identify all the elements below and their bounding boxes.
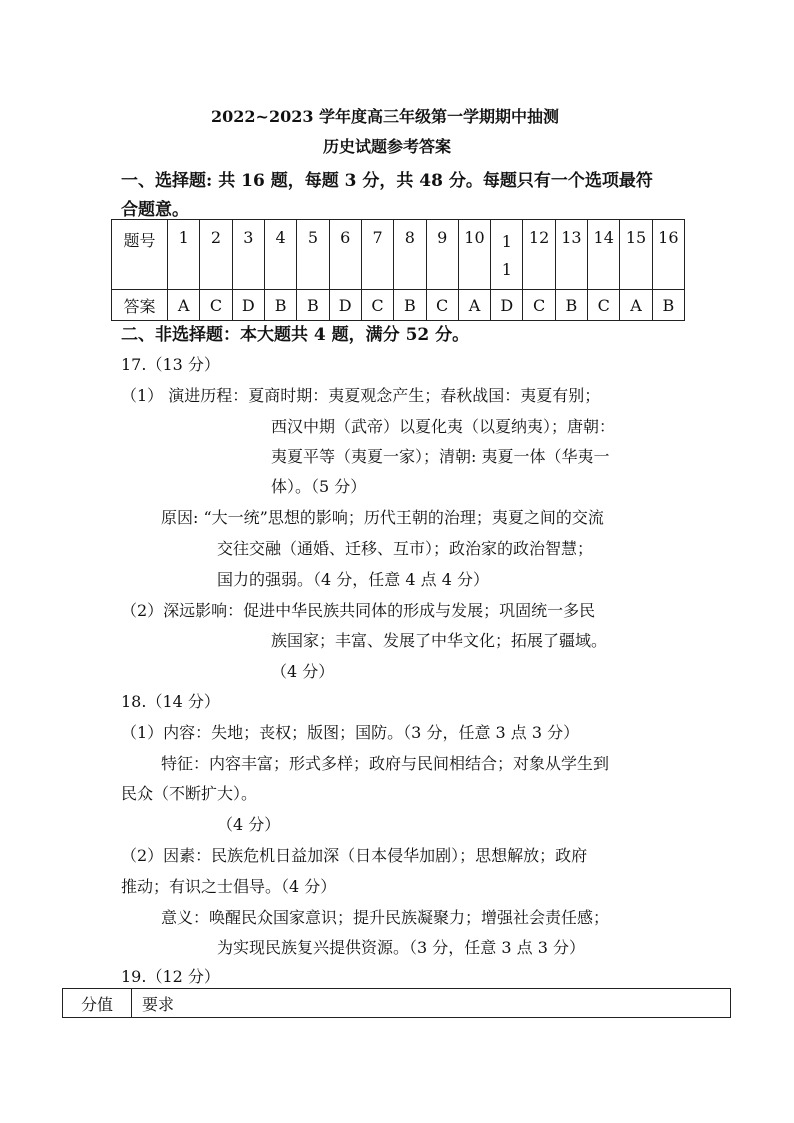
answer-table-number-row [112, 220, 685, 290]
table-cell: D [232, 290, 264, 321]
table-cell: 14 [588, 220, 620, 290]
table-cell: 2 [200, 220, 232, 290]
table-cell: A [458, 290, 490, 321]
table-cell: B [297, 290, 329, 321]
page-title: 2022~2023 学年度高三年级第一学期期中抽测 [211, 107, 560, 126]
table-cell: D [329, 290, 361, 321]
table-cell: 10 [458, 220, 490, 290]
q18-line: 意义：唤醒民众国家意识；提升民族凝聚力；增强社会责任感； [161, 908, 610, 927]
table-cell: C [361, 290, 393, 321]
q18-line: 民众（不断扩大）。 [121, 784, 258, 803]
table-cell: 6 [329, 220, 361, 290]
table-cell: B [264, 290, 296, 321]
table-cell: B [652, 290, 684, 321]
q17-line: （2）深远影响：促进中华民族共同体的形成与发展；巩固统一多民 [121, 601, 596, 620]
q18-line: （4 分） [217, 815, 281, 834]
q17-line: 交往交融（通婚、迁移、互市）；政治家的政治智慧； [217, 539, 594, 558]
table-cell: B [555, 290, 587, 321]
score-column-header: 分值 [63, 989, 132, 1017]
q18-heading: 18.（14 分） [121, 692, 220, 711]
q17-heading: 17.（13 分） [121, 355, 220, 374]
q17-line: （4 分） [271, 662, 335, 681]
table-cell: C [523, 290, 555, 321]
q17-line: 国力的强弱。（4 分，任意 4 点 4 分） [217, 570, 489, 589]
table-cell: C [426, 290, 458, 321]
table-cell: 16 [652, 220, 684, 290]
table-cell: 13 [555, 220, 587, 290]
table-cell: A [168, 290, 200, 321]
section1-heading-cont: 合题意。 [121, 200, 189, 220]
page-subtitle: 历史试题参考答案 [323, 137, 452, 156]
q17-line: 体）。（5 分） [271, 477, 367, 496]
requirement-column-header: 要求 [142, 994, 175, 1014]
table-cell: C [588, 290, 620, 321]
table-cell: A [620, 290, 652, 321]
table-cell: 9 [426, 220, 458, 290]
q18-line: 为实现民族复兴提供资源。（3 分，任意 3 点 3 分） [217, 938, 585, 957]
table-cell: 15 [620, 220, 652, 290]
table-cell: 3 [232, 220, 264, 290]
table-cell-text: 11 [501, 232, 512, 279]
q17-line: （1） 演进历程：夏商时期：夷夏观念产生；春秋战国：夷夏有别； [121, 386, 601, 405]
q18-line: 特征：内容丰富；形式多样；政府与民间相结合；对象从学生到 [161, 754, 610, 773]
q18-line: （2）因素：民族危机日益加深（日本侵华加剧）；思想解放；政府 [121, 846, 588, 865]
answer-table-answer-row [112, 290, 685, 321]
table-cell: 题号 [112, 220, 168, 290]
q19-score-table [62, 988, 731, 1018]
q18-line: （1）内容：失地；丧权；版图；国防。（3 分，任意 3 点 3 分） [121, 723, 580, 742]
q17-line: 西汉中期（武帝）以夏化夷（以夏纳夷）；唐朝： [271, 417, 616, 436]
table-cell [491, 220, 523, 290]
table-cell: 1 [168, 220, 200, 290]
q19-heading: 19.（12 分） [121, 967, 220, 986]
answer-table [111, 219, 685, 321]
q17-line: 夷夏平等（夷夏一家）；清朝: 夷夏一体（华夷一 [271, 447, 610, 466]
table-cell: 答案 [112, 290, 168, 321]
q18-line: 推动；有识之士倡导。（4 分） [121, 877, 337, 896]
section1-heading: 一、选择题: 共 16 题，每题 3 分，共 48 分。每题只有一个选项最符 [121, 171, 653, 191]
q17-line: 族国家；丰富、发展了中华文化；拓展了疆域。 [271, 631, 608, 650]
table-cell: 12 [523, 220, 555, 290]
table-cell: 8 [394, 220, 426, 290]
q17-line: 原因: “大一统”思想的影响；历代王朝的治理；夷夏之间的交流 [161, 508, 604, 527]
table-cell: D [491, 290, 523, 321]
table-cell: 4 [264, 220, 296, 290]
table-cell: B [394, 290, 426, 321]
table-cell: 5 [297, 220, 329, 290]
section2-heading: 二、非选择题：本大题共 4 题，满分 52 分。 [121, 325, 470, 345]
table-cell: C [200, 290, 232, 321]
table-cell: 7 [361, 220, 393, 290]
